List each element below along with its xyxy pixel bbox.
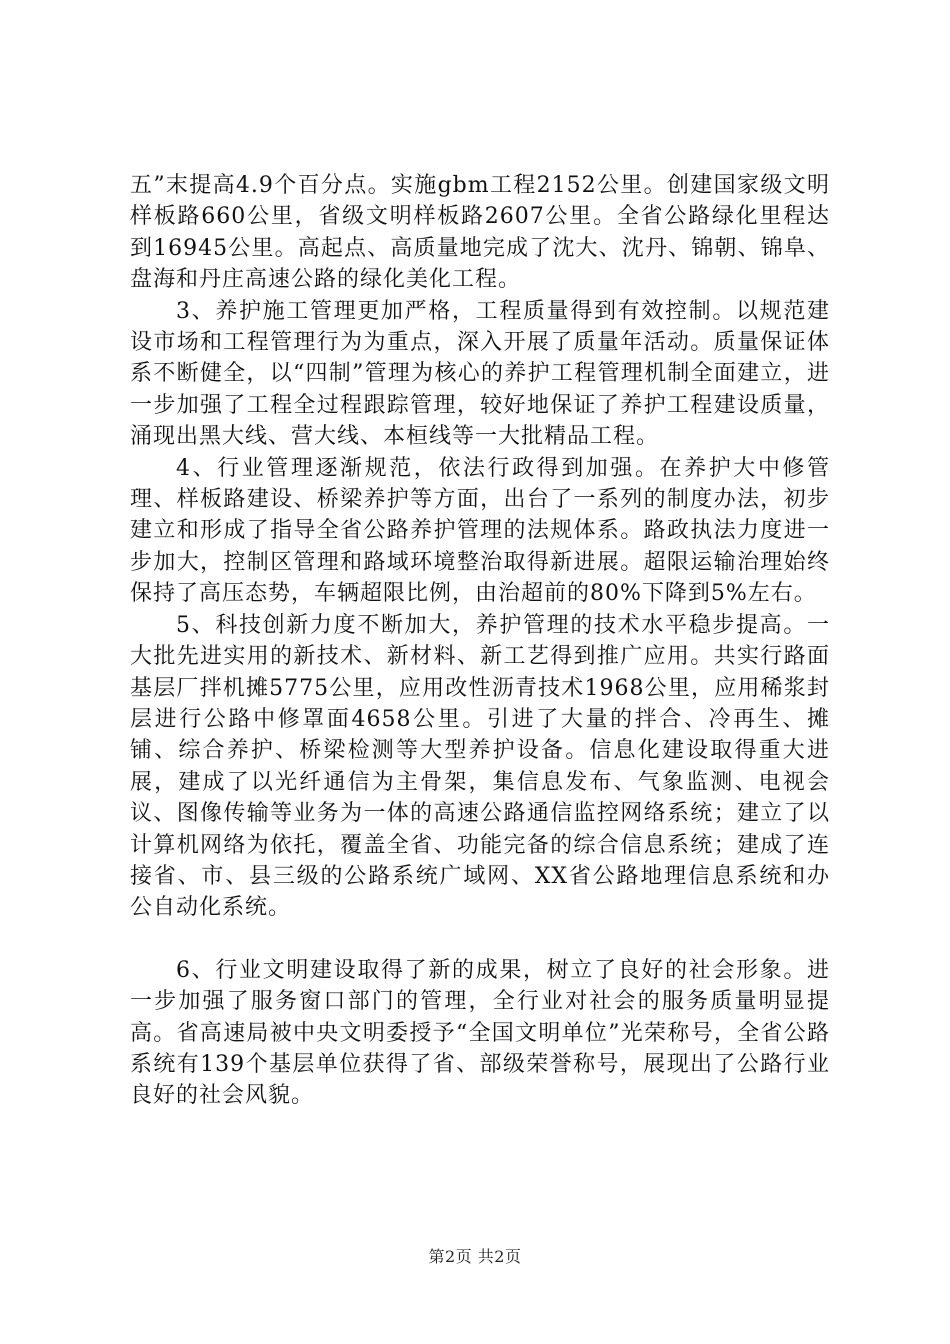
paragraph-item-3: 3、养护施工管理更加严格，工程质量得到有效控制。以规范建设市场和工程管理行为为重点，深入开展了质量年活动。质量保证体系不断健全，以“四制”管理为核心的养护工程管理机制全面建立，进一步加强了工程全过程跟踪管理，较好地保证了养护工程建设质量，涌现出黑大线、营大线、本桓线等一大批精品工程。	[130, 298, 830, 450]
paragraph-item-4: 4、行业管理逐渐规范，依法行政得到加强。在养护大中修管理、样板路建设、桥梁养护等方面，出台了一系列的制度办法，初步建立和形成了指导全省公路养护管理的法规体系。路政执法力度进一步加大，控制区管理和路域环境整治取得新进展。超限运输治理始终保持了高压态势，车辆超限比例，由治超前的80%下降到5%左右。	[130, 455, 830, 607]
paragraph-continuation: 五”末提高4.9个百分点。实施gbm工程2152公里。创建国家级文明样板路660公里，省级文明样板路2607公里。全省公路绿化里程达到16945公里。高起点、高质量地完成了沈大、沈丹、锦朝、锦阜、盘海和丹庄高速公路的绿化美化工程。	[130, 173, 830, 293]
paragraph-item-5: 5、科技创新力度不断加大，养护管理的技术水平稳步提高。一大批先进实用的新技术、新材料、新工艺得到推广应用。共实行路面基层厂拌机摊5775公里，应用改性沥青技术1968公里，应用稀浆封层进行公路中修罩面4658公里。引进了大量的拌合、冷再生、摊铺、综合养护、桥梁检测等大型养护设备。信息化建设取得重大进展，建成了以光纤通信为主骨架，集信息发布、气象监测、电视会议、图像传输等业务为一体的高速公路通信监控网络系统；建立了以计算机网络为依托，覆盖全省、功能完备的综合信息系统；建成了连接省、市、县三级的公路系统广域网、XX省公路地理信息系统和办公自动化系统。	[130, 612, 830, 921]
document-body	[130, 170, 830, 1112]
page-footer: 第2页 共2页	[428, 1247, 522, 1266]
paragraph-spacer	[130, 924, 830, 955]
paragraph-item-6: 6、行业文明建设取得了新的成果，树立了良好的社会形象。进一步加强了服务窗口部门的管理，全行业对社会的服务质量明显提高。省高速局被中央文明委授予“全国文明单位”光荣称号，全省公路系统有139个基层单位获得了省、部级荣誉称号，展现出了公路行业良好的社会风貌。	[130, 957, 830, 1109]
